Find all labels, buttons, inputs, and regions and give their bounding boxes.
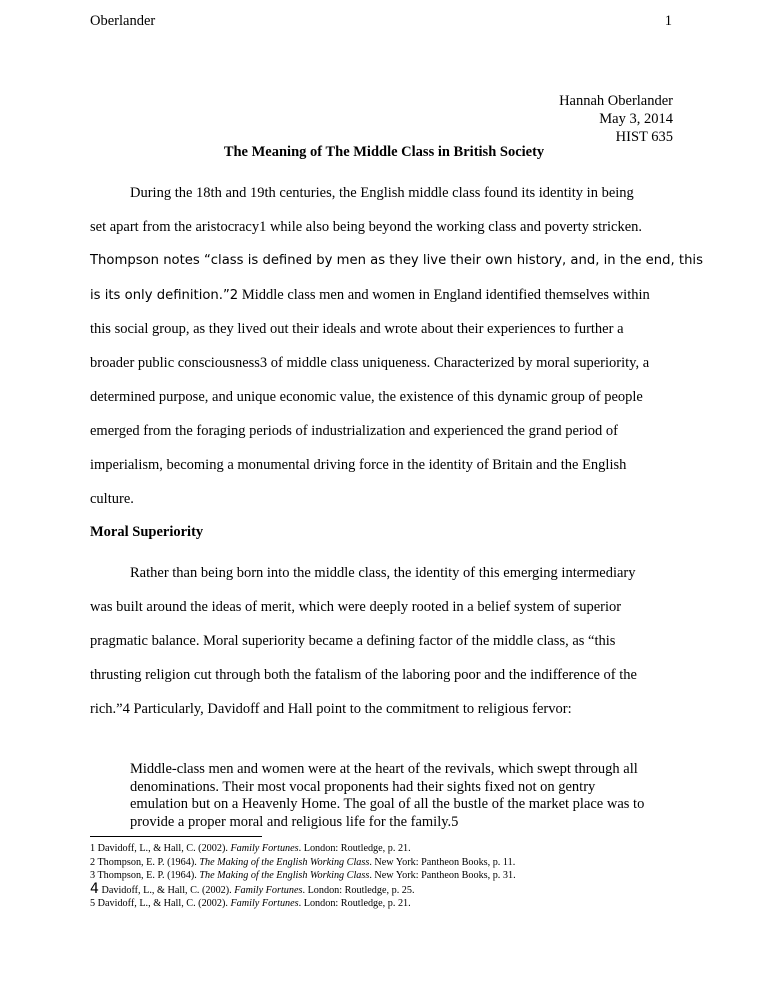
footnote-source-title: The Making of the English Working Class <box>199 856 370 868</box>
paragraph-line: pragmatic balance. Moral superiority became a defining factor of the middle class, as “this <box>90 633 616 649</box>
footnote-3 <box>90 869 516 883</box>
quote-line: denominations. Their most vocal proponents had their sights fixed not on gentry <box>130 778 596 795</box>
paragraph-fragment: Middle class men and women in England identified themselves within <box>238 287 650 303</box>
paragraph-line: During the 18th and 19th centuries, the English middle class found its identity in being <box>130 185 634 201</box>
paragraph-line: set apart from the aristocracy1 while also being beyond the working class and poverty stricken. <box>90 219 643 235</box>
footnote-1 <box>90 842 516 856</box>
course-code: HIST 635 <box>615 129 673 145</box>
footnote-source-title: Family Fortunes <box>234 884 303 896</box>
footnote-text: . London: Routledge, p. 25. <box>302 884 415 896</box>
footnote-text: 2 Thompson, E. P. (1964). <box>90 856 200 868</box>
footnote-source-title: Family Fortunes <box>230 898 299 909</box>
footnote-5 <box>90 897 516 911</box>
paragraph-line: rich.”4 Particularly, Davidoff and Hall point to the commitment to religious fervor: <box>90 701 572 717</box>
footnote-text: . New York: Pantheon Books, p. 11. <box>369 856 516 868</box>
footnote-text: 1 Davidoff, L., & Hall, C. (2002). <box>90 843 231 854</box>
footnote-number: 4 <box>90 880 99 897</box>
paragraph-line <box>90 278 680 312</box>
footnote-text: . New York: Pantheon Books, p. 31. <box>369 870 516 881</box>
running-header-author: Oberlander <box>90 13 156 29</box>
footnote-source-title: The Making of the English Working Class <box>199 870 370 881</box>
paragraph-line: culture. <box>90 491 134 507</box>
quote-line: emulation but on a Heavenly Home. The goal of all the bustle of the market place was to <box>130 796 645 812</box>
block-quote <box>130 761 690 831</box>
paragraph-line: this social group, as they lived out their ideals and wrote about their experiences to further a <box>90 321 624 337</box>
section-heading: Moral Superiority <box>90 524 204 540</box>
footnote-text: 3 Thompson, E. P. (1964). <box>90 870 200 881</box>
quote-line: Middle-class men and women were at the heart of the revivals, which swept through all <box>130 761 638 777</box>
author-meta-block <box>559 92 673 146</box>
footnote-text: Davidoff, L., & Hall, C. (2002). <box>98 884 235 896</box>
footnote-source-title: Family Fortunes <box>230 843 299 854</box>
paragraph-line: emerged from the foraging periods of industrialization and experienced the grand period of <box>90 423 618 439</box>
paragraph-line: was built around the ideas of merit, which were deeply rooted in a belief system of superior <box>90 599 622 615</box>
footnote-text: . London: Routledge, p. 21. <box>298 898 411 909</box>
paragraph-line: thrusting religion cut through both the fatalism of the laboring poor and the indifference of the <box>90 667 637 683</box>
footnote-text: 5 Davidoff, L., & Hall, C. (2002). <box>90 898 231 909</box>
quote-end-fragment: is its only definition.”2 <box>90 288 239 303</box>
page-number: 1 <box>664 13 672 29</box>
footnote-4 <box>90 880 516 898</box>
submission-date: May 3, 2014 <box>599 111 673 127</box>
footnote-text: . London: Routledge, p. 21. <box>298 843 411 854</box>
footnote-2 <box>90 856 516 870</box>
paragraph-line: determined purpose, and unique economic value, the existence of this dynamic group of people <box>90 389 643 405</box>
author-name: Hannah Oberlander <box>559 93 673 109</box>
paragraph-line: broader public consciousness3 of middle class uniqueness. Characterized by moral superiority, a <box>90 355 650 371</box>
paragraph-line: Rather than being born into the middle class, the identity of this emerging intermediary <box>130 565 636 581</box>
moral-superiority-paragraph <box>90 556 680 726</box>
footnote-separator <box>90 836 262 837</box>
paragraph-line: imperialism, becoming a monumental driving force in the identity of Britain and the English <box>90 457 627 473</box>
paper-title: The Meaning of The Middle Class in British Society <box>223 144 545 160</box>
footnotes <box>90 842 516 911</box>
intro-paragraph <box>90 176 703 516</box>
paragraph-line: Thompson notes “class is defined by men as they live their own history, and, in the end, this <box>90 253 703 268</box>
quote-line: provide a proper moral and religious life for the family.5 <box>130 813 459 830</box>
